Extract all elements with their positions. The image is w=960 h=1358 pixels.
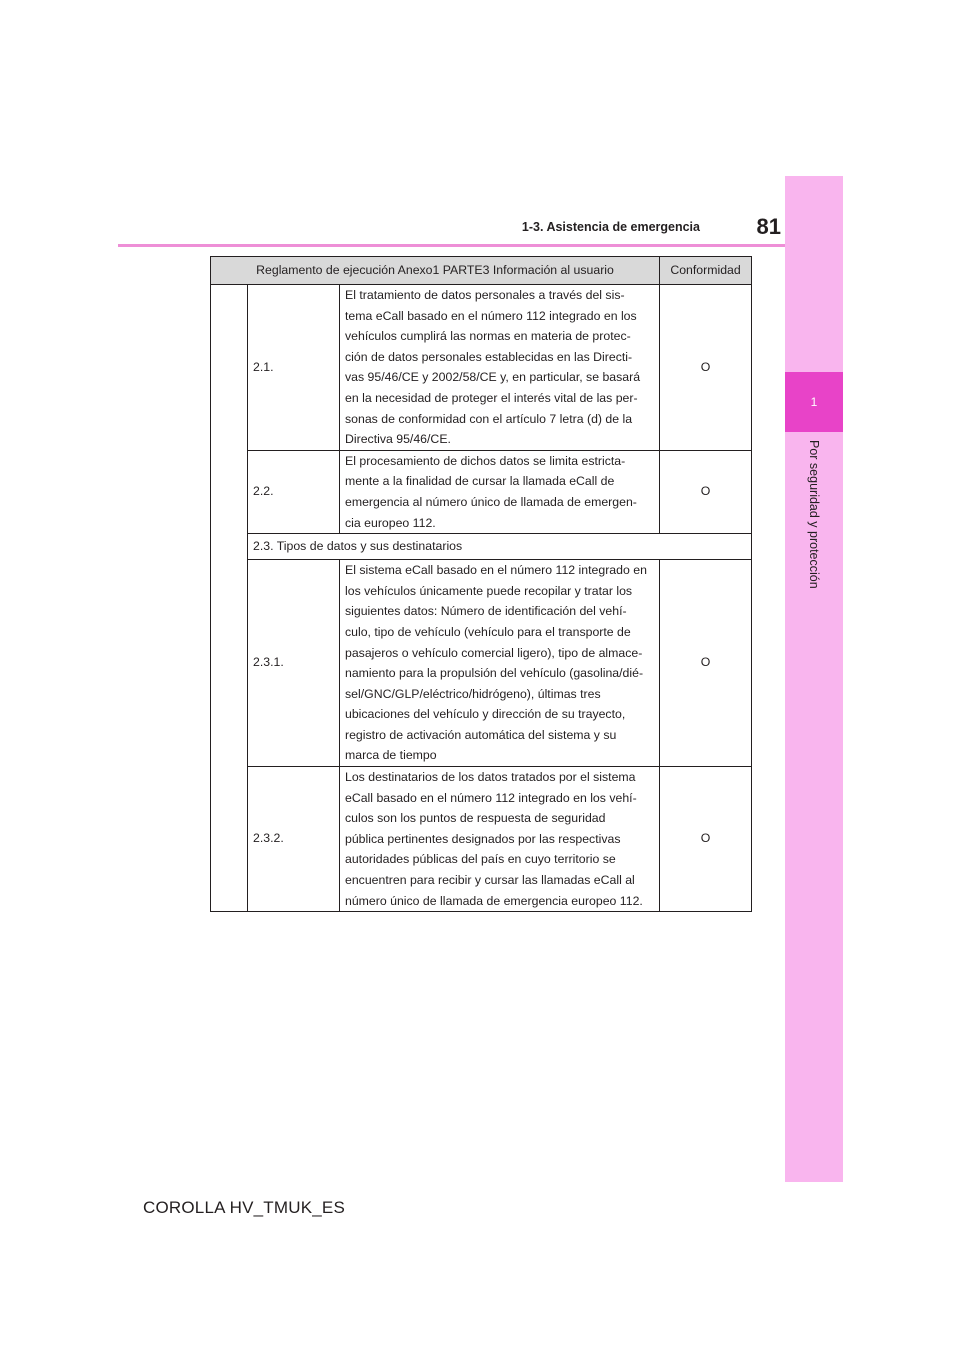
header-rule bbox=[118, 244, 785, 247]
text-line: ción de datos personales establecidas en las Directi- bbox=[345, 349, 633, 364]
text-line: siguientes datos: Número de identificación del vehí- bbox=[345, 604, 627, 619]
text-line: sel/GNC/GLP/eléctrico/hidrógeno), últimas tres bbox=[345, 686, 601, 701]
chapter-label: Por seguridad y protección bbox=[807, 440, 821, 589]
table-row bbox=[211, 285, 752, 451]
text-line: pasajeros o vehículo comercial ligero), tipo de almace- bbox=[345, 645, 643, 660]
section-heading: 2.3. Tipos de datos y sus destinatarios bbox=[248, 534, 752, 560]
text-line: culos son los puntos de respuesta de seguridad bbox=[345, 811, 606, 826]
table-row bbox=[211, 767, 752, 912]
text-line: cia europeo 112. bbox=[345, 515, 436, 530]
text-line: El sistema eCall basado en el número 112 integrado en bbox=[345, 563, 647, 578]
table-row bbox=[211, 560, 752, 767]
section-title: 1-3. Asistencia de emergencia bbox=[521, 220, 700, 234]
table-row bbox=[211, 450, 752, 533]
text-line: número único de llamada de emergencia europeo 112. bbox=[345, 893, 643, 908]
chapter-number-tab[interactable] bbox=[785, 372, 843, 432]
text-line: en la necesidad de proteger el interés vital de las per- bbox=[345, 390, 638, 405]
text-line: El tratamiento de datos personales a través del sis- bbox=[345, 288, 625, 302]
text-line: sonas de conformidad con el artículo 7 letra (d) de la bbox=[345, 411, 633, 426]
row-text bbox=[340, 560, 660, 767]
chapter-side-tab bbox=[785, 176, 843, 1182]
table-section-row bbox=[211, 534, 752, 560]
text-line: los vehículos únicamente puede recopilar y tratar los bbox=[345, 583, 633, 598]
text-line: ubicaciones del vehículo y dirección de su trayecto, bbox=[345, 707, 626, 722]
chapter-label-container bbox=[778, 440, 850, 630]
chapter-number: 1 bbox=[810, 395, 818, 409]
page-number: 81 bbox=[756, 214, 781, 239]
row-id: 2.3.1. bbox=[248, 560, 340, 767]
text-line: emergencia al número único de llamada de emergen- bbox=[345, 494, 637, 509]
regulation-table bbox=[210, 256, 752, 912]
conformity-mark: O bbox=[660, 285, 752, 451]
conformity-mark: O bbox=[660, 560, 752, 767]
text-line: pública pertinentes designados por las respectivas bbox=[345, 831, 621, 846]
text-line: eCall basado en el número 112 integrado en los vehí- bbox=[345, 790, 637, 805]
conformity-mark: O bbox=[660, 450, 752, 533]
row-text bbox=[340, 285, 660, 451]
table-header-title: Reglamento de ejecución Anexo1 PARTE3 Información al usuario bbox=[211, 257, 660, 285]
text-line: Directiva 95/46/CE. bbox=[345, 432, 451, 447]
row-text bbox=[340, 450, 660, 533]
text-line: tema eCall basado en el número 112 integrado en los bbox=[345, 308, 637, 323]
row-text bbox=[340, 767, 660, 912]
text-line: autoridades públicas del país en cuyo territorio se bbox=[345, 852, 616, 867]
table-header-conformity: Conformidad bbox=[660, 257, 752, 285]
table-header-row bbox=[211, 257, 752, 285]
text-line: registro de activación automática del sistema y su bbox=[345, 727, 617, 742]
text-line: mente a la finalidad de cursar la llamada eCall de bbox=[345, 474, 615, 489]
text-line: encuentren para recibir y cursar las llamadas eCall al bbox=[345, 873, 635, 888]
row-id: 2.2. bbox=[248, 450, 340, 533]
row-id: 2.3.2. bbox=[248, 767, 340, 912]
text-line: culo, tipo de vehículo (vehículo para el transporte de bbox=[345, 624, 631, 639]
indent-cell bbox=[211, 285, 248, 912]
text-line: namiento para la propulsión del vehículo (gasolina/dié- bbox=[345, 666, 644, 681]
text-line: vehículos cumplirá las normas en materia de protec- bbox=[345, 329, 631, 344]
text-line: marca de tiempo bbox=[345, 748, 437, 763]
row-id: 2.1. bbox=[248, 285, 340, 451]
text-line: Los destinatarios de los datos tratados por el sistema bbox=[345, 770, 636, 785]
text-line: El procesamiento de dichos datos se limita estricta- bbox=[345, 453, 626, 468]
conformity-mark: O bbox=[660, 767, 752, 912]
footer-model-code: COROLLA HV_TMUK_ES bbox=[143, 1198, 345, 1217]
text-line: vas 95/46/CE y 2002/58/CE y, en particular, se basará bbox=[345, 370, 641, 385]
